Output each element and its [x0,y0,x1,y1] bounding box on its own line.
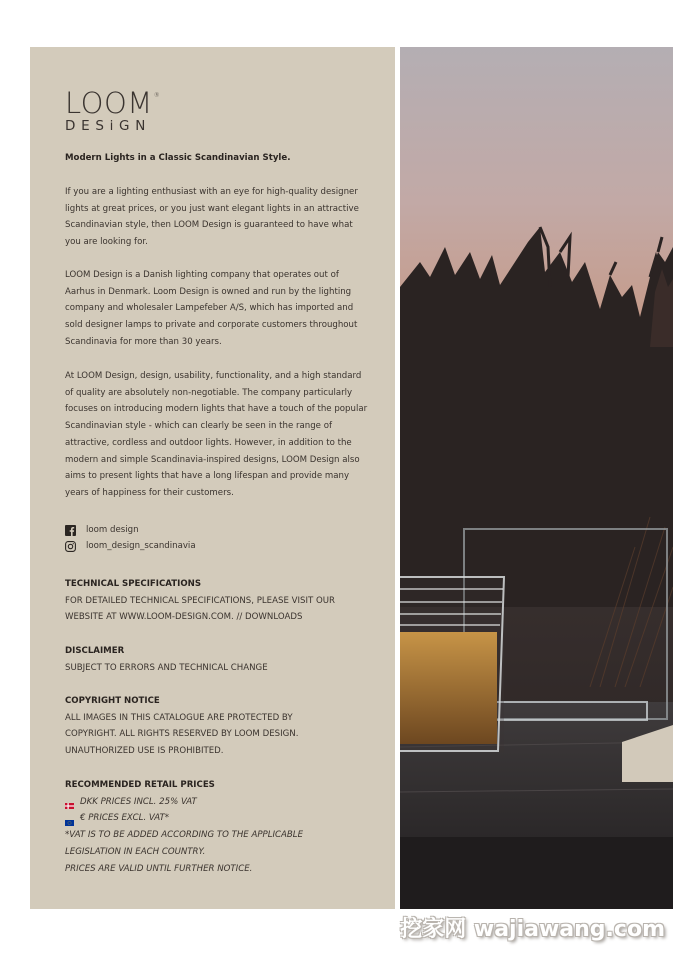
eur-price-note: € PRICES EXCL. VAT* [80,813,170,824]
intro-paragraph-1: If you are a lighting enthusiast with an eye for high-quality designer lights at great prices, or you just want elegant lights in an attractive Scandinavian style, then LOOM Design is guaranteed to have what you are looking for. [65,187,359,248]
logo-top: LOOM [65,86,153,120]
eu-flag-icon [65,816,74,822]
tech-specs-title: TECHNICAL SPECIFICATIONS [65,579,202,589]
product-photo [400,47,673,909]
social-links [65,523,196,554]
facebook-link[interactable] [65,523,196,539]
logo-bottom: DESiGN [65,118,152,134]
prices-section [65,777,385,877]
tech-specs-line-1: FOR DETAILED TECHNICAL SPECIFICATIONS, PLEASE VISIT OUR [65,595,336,606]
instagram-label: loom_design_scandinavia [86,540,196,551]
intro-paragraph-3: At LOOM Design, design, usability, functionality, and a high standard of quality are absolutely non-negotiable. The company particularly focuses on introducing modern lights that have a touch of the popular Scandinavian style - which can clearly be seen in the range of attractive, cordless and outdoor lights. However, in addition to the modern and simple Scandinavia-inspired designs, LOOM Design also aims to present lights that have a long lifespan and provide many years of happiness for their customers. [65,371,368,498]
dkk-price-note: DKK PRICES INCL. 25% VAT [80,796,197,807]
text-panel [30,47,395,909]
copyright-line-3: UNAUTHORIZED USE IS PROHIBITED. [65,746,224,757]
logo-registered: ® [153,92,161,99]
instagram-icon [65,541,76,552]
disclaimer-title: DISCLAIMER [65,646,125,656]
copyright-line-2: COPYRIGHT. ALL RIGHTS RESERVED BY LOOM DESIGN. [65,729,299,740]
copyright-title: COPYRIGHT NOTICE [65,696,160,706]
intro-paragraph-2: LOOM Design is a Danish lighting company that operates out of Aarhus in Denmark. Loom Design is owned and run by the lighting company and wholesaler Lampefeber A/S, which has imported and sold designer lamps to private and corporate customers throughout Scandinavia for more than 30 years. [65,270,358,347]
instagram-link[interactable] [65,539,196,555]
brand-logo [65,82,160,134]
vat-note-line-1: *VAT IS TO BE ADDED ACCORDING TO THE APPLICABLE [65,830,304,841]
facebook-label: loom design [86,525,139,535]
disclaimer-text: SUBJECT TO ERRORS AND TECHNICAL CHANGE [65,662,268,673]
vat-note-line-2: LEGISLATION IN EACH COUNTRY. [65,846,206,857]
copyright-line-1: ALL IMAGES IN THIS CATALOGUE ARE PROTECTED BY [65,712,293,723]
copyright-section [65,693,385,760]
watermark: 挖家网 wajiawang.com [400,917,665,942]
denmark-flag-icon [65,799,74,805]
sunset-table-scene-image [400,47,673,909]
tech-specs-line-2: WEBSITE AT WWW.LOOM-DESIGN.COM. // DOWNLOADS [65,612,303,623]
tech-specs-section [65,576,385,626]
facebook-icon [65,525,76,536]
vat-note-line-3: PRICES ARE VALID UNTIL FURTHER NOTICE. [65,863,253,874]
intro-heading: Modern Lights in a Classic Scandinavian Style. [65,153,291,163]
prices-title: RECOMMENDED RETAIL PRICES [65,780,215,790]
disclaimer-section [65,643,385,676]
